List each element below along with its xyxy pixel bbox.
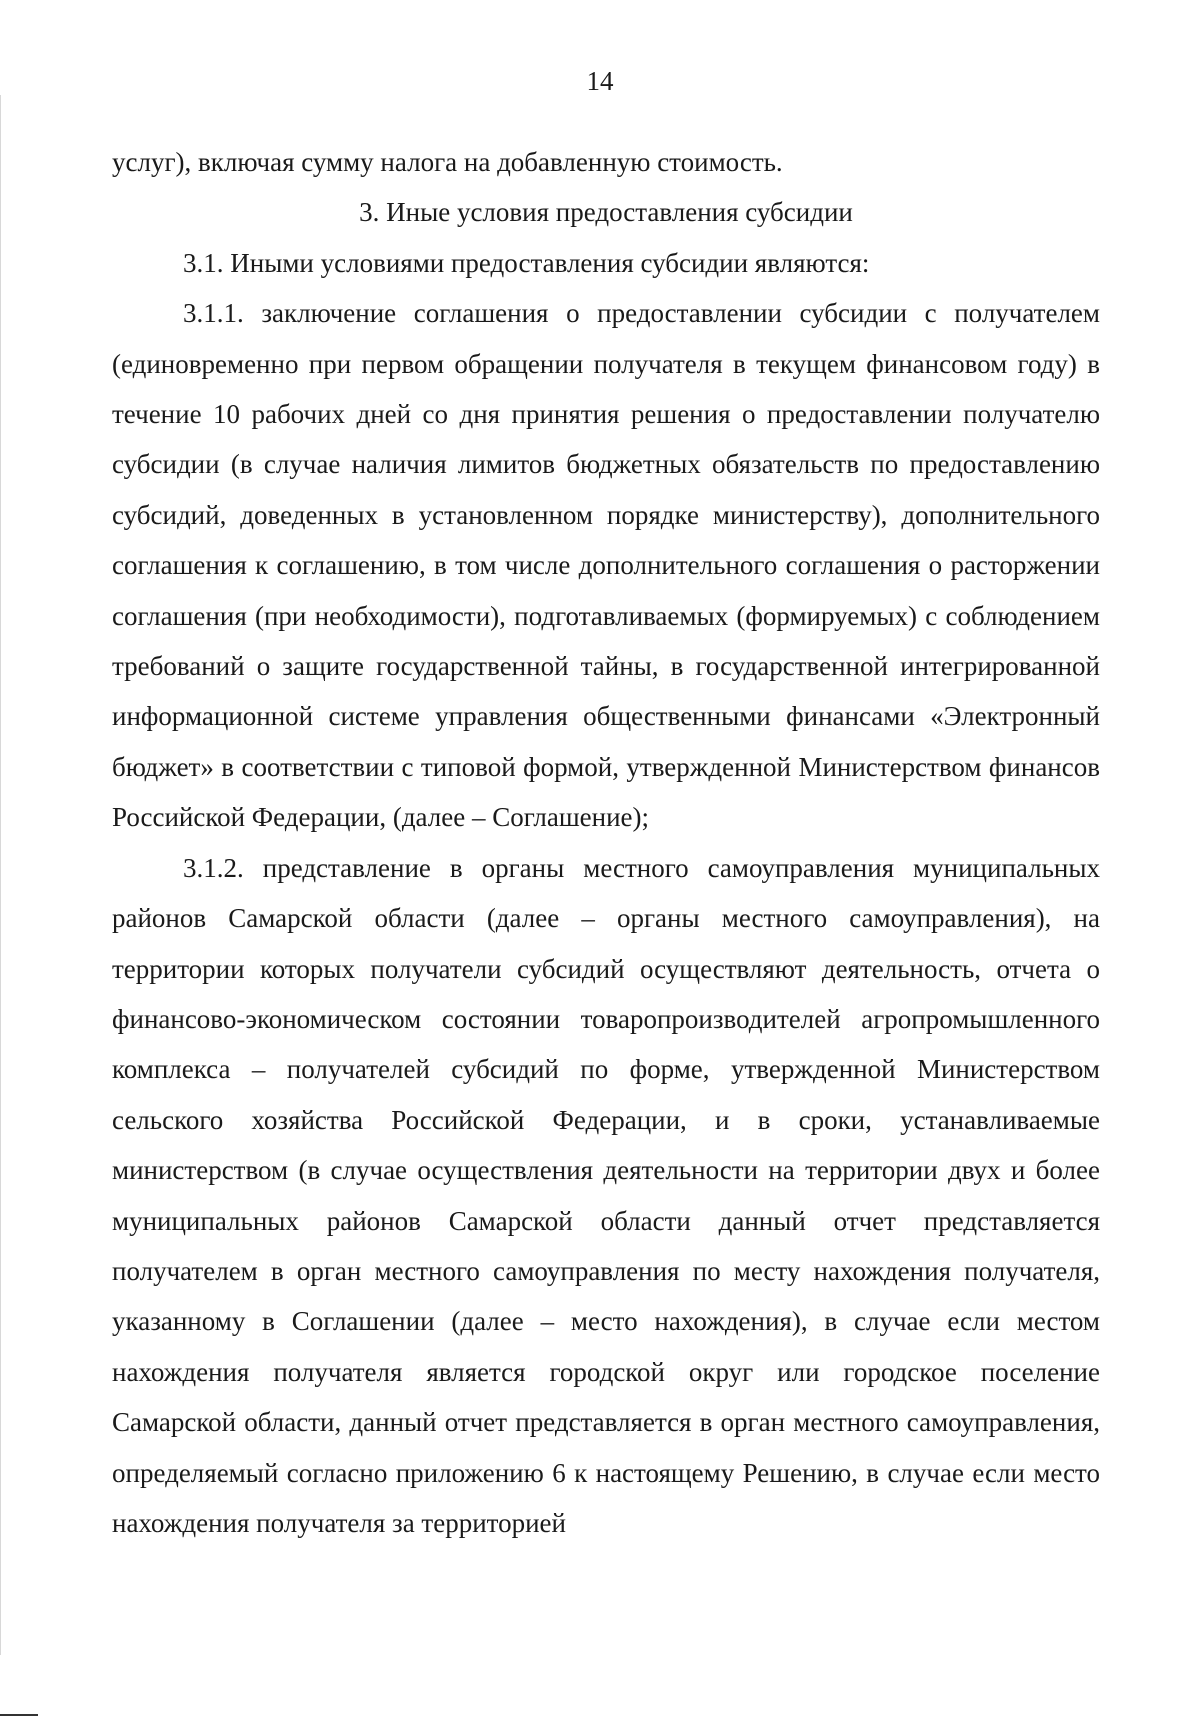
scan-margin-mark [0, 1714, 38, 1716]
paragraph-3-1-2: 3.1.2. представление в органы местного самоуправления муниципальных районов Самарской области (далее – органы местного самоуправления), на территории которых получатели субсидий осуществляют деятельность, отчета о финансово-экономическом состоянии товаропроизводителей агропромышленного комплекса – получателей субсидий по форме, утвержденной Министерством сельского хозяйства Российской Федерации, и в сроки, устанавливаемые министерством (в случае осуществления деятельности на территории двух и более муниципальных районов Самарской области данный отчет представляется получателем в орган местного самоуправления по месту нахождения получателя, указанному в Соглашении (далее – место нахождения), в случае если местом нахождения получателя является городской округ или городское поселение Самарской области, данный отчет представляется в орган местного самоуправления, определяемый согласно приложению 6 к настоящему Решению, в случае если место нахождения получателя за территорией [112, 852, 1100, 1538]
paragraph-3-1-1: 3.1.1. заключение соглашения о предоставлении субсидии с получателем (единовременно при первом обращении получателя в текущем финансовом году) в течение 10 рабочих дней со дня принятия решения о предоставлении получателю субсидии (в случае наличия лимитов бюджетных обязательств по предоставлению субсидий, доведенных в установленном порядке министерству), дополнительного соглашения к соглашению, в том числе дополнительного соглашения о расторжении соглашения (при необходимости), подготавливаемых (формируемых) с соблюдением требований о защите государственной тайны, в государственной интегрированной информационной системе управления общественными финансами «Электронный бюджет» в соответствии с типовой формой, утвержденной Министерством финансов Российской Федерации, (далее – Соглашение); [112, 298, 1100, 833]
scan-edge-line [0, 95, 1, 1655]
section-heading: 3. Иные условия предоставления субсидии [359, 197, 853, 228]
page-number: 14 [586, 66, 614, 96]
paragraph-3-1: 3.1. Иными условиями предоставления субсидии являются: [183, 247, 870, 278]
document-body [112, 137, 1100, 1548]
paragraph-continuation: услуг), включая сумму налога на добавленную стоимость. [112, 147, 783, 177]
